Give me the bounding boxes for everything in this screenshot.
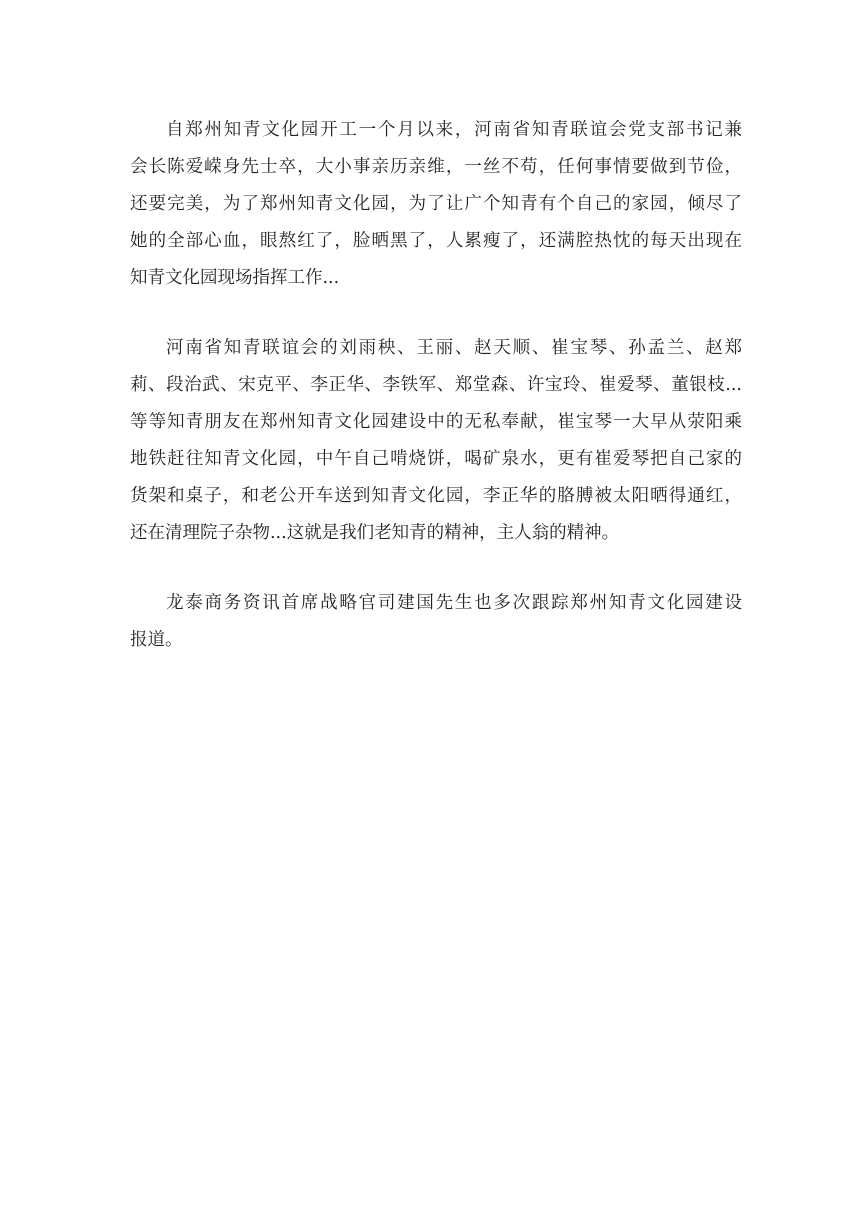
paragraph-line: 河南省知青联谊会的刘雨秧、王丽、赵天顺、崔宝琴、孙孟兰、赵郑 — [166, 338, 742, 358]
paragraph-line: 货架和桌子，和老公开车送到知青文化园，李正华的胳膊被太阳晒得通红， — [130, 486, 742, 506]
paragraph-line: 报道。 — [130, 630, 183, 650]
paragraph-line: 地铁赶往知青文化园，中午自己啃烧饼，喝矿泉水，更有崔爱琴把自己家的 — [130, 449, 742, 469]
paragraph-2 — [130, 330, 742, 552]
paragraph-line: 自郑州知青文化园开工一个月以来，河南省知青联谊会党支部书记兼 — [166, 120, 742, 140]
paragraph-1 — [130, 112, 742, 297]
paragraph-line: 会长陈爱嵘身先士卒，大小事亲历亲维，一丝不苟，任何事情要做到节俭， — [130, 157, 742, 177]
paragraph-line: 龙泰商务资讯首席战略官司建国先生也多次跟踪郑州知青文化园建设 — [166, 593, 742, 613]
paragraph-line: 她的全部心血，眼熬红了，脸晒黑了，人累瘦了，还满腔热忱的每天出现在 — [130, 231, 742, 251]
paragraph-line: 莉、段治武、宋克平、李正华、李铁军、郑堂森、许宝玲、崔爱琴、董银枝... — [130, 375, 742, 395]
paragraph-line: 还在清理院子杂物...这就是我们老知青的精神，主人翁的精神。 — [130, 523, 620, 543]
paragraph-line: 还要完美，为了郑州知青文化园，为了让广个知青有个自己的家园，倾尽了 — [130, 194, 742, 214]
paragraph-line: 等等知青朋友在郑州知青文化园建设中的无私奉献，崔宝琴一大早从荥阳乘 — [130, 412, 742, 432]
paragraph-3 — [130, 585, 742, 659]
document-body — [130, 112, 742, 692]
paragraph-line: 知青文化园现场指挥工作... — [130, 268, 340, 288]
